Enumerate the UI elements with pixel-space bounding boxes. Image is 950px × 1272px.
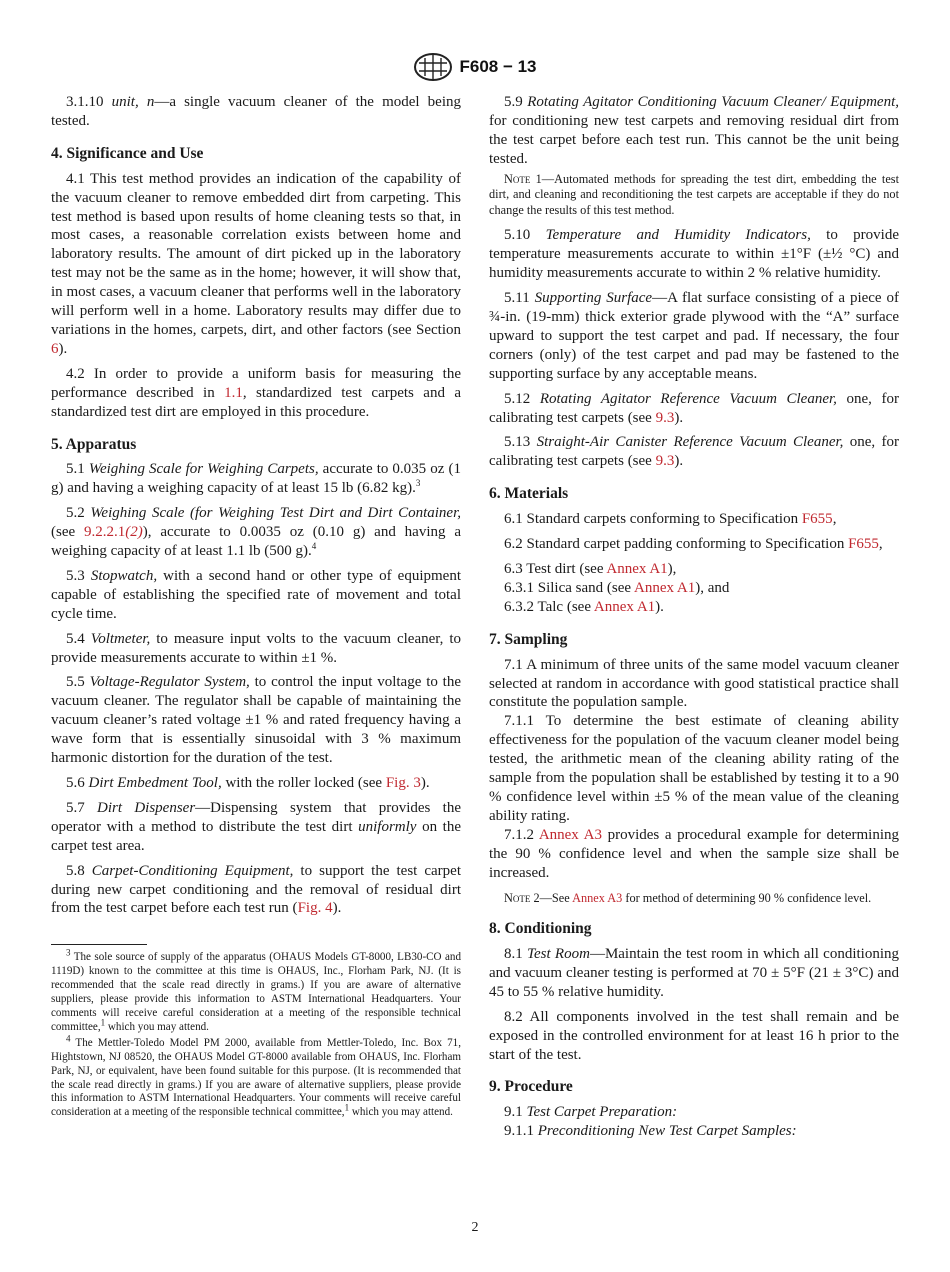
paragraph-3-1-10: 3.1.10 unit, n—a single vacuum cleaner of the model being tested.	[51, 94, 462, 129]
paragraph-7-1-1: 7.1.1 To determine the best estimate of cleaning ability effectiveness for the population of the vacuum cleaner model being tested, the arithmetic mean of the cleaning ability rating of the sample from the population shall be established by testing it to a 90 % confidence level within ±5 % of the mean value of the cleaning ability rating.	[489, 713, 899, 824]
paragraph-6-3-1: 6.3.1 Silica sand (see Annex A1), and	[504, 579, 730, 596]
paragraph-6-3: 6.3 Test dirt (see Annex A1),	[504, 561, 677, 577]
paragraph-4-2: 4.2 In order to provide a uniform basis for measuring the performance described in 1.1, standardized test carpets and a standardized test dirt are employed in this procedure.	[51, 365, 461, 420]
paragraph-9-1-1: 9.1.1 Preconditioning New Test Carpet Samples:	[504, 1123, 797, 1140]
paragraph-8-2: 8.2 All components involved in the test shall remain and be exposed in the controlled environment for at least 16 h prior to the start of the test.	[489, 1008, 899, 1063]
paragraph-5-7: 5.7 Dirt Dispenser—Dispensing system that provides the operator with a method to distribute the test dirt uniformly on the carpet test area.	[51, 799, 461, 854]
section-heading-6: 6. Materials	[489, 485, 569, 503]
link-section-6[interactable]: 6	[51, 340, 59, 357]
page-number: 2	[471, 1220, 479, 1235]
section-heading-9: 9. Procedure	[489, 1078, 573, 1096]
left-column	[51, 93, 461, 1122]
section-heading-7: 7. Sampling	[489, 630, 568, 648]
paragraph-5-9: 5.9 Rotating Agitator Conditioning Vacuum Cleaner/ Equipment, for conditioning new test carpets and removing residual dirt from the test carpet before each test run. This cannot be the unit being tested.	[489, 94, 900, 167]
paragraph-8-1: 8.1 Test Room—Maintain the test room in which all conditioning and vacuum cleaner testing is performed at 70 ± 5°F (21 ± 3°C) and 45 to 55 % relative humidity.	[489, 946, 900, 1000]
paragraph-7-1-2: 7.1.2 Annex A3 provides a procedural example for determining the 90 % confidence level and when the sample size shall be increased.	[489, 826, 899, 881]
paragraph-5-3: 5.3 Stopwatch, with a second hand or other type of equipment capable of establishing the specified rate of movement and total cycle time.	[51, 567, 461, 622]
paragraph-5-8: 5.8 Carpet-Conditioning Equipment, to support the test carpet during new carpet conditioning and the removal of residual dirt from the test carpet before each test run (Fig. 4).	[51, 862, 461, 917]
footnote-3: $^3$ The sole source of supply of the apparatus (OHAUS Models GT-8000, LB30-CO and 1119D) known to the committee at this time is OHAUS, Inc., Florham Park, NJ. (It is recommended that the scale read directly in grams.) If you are aware of alternative suppliers, please provide this information to ASTM International Headquarters. Your comments will receive careful consideration at a meeting of the responsible technical committee,$^1$ which you may attend.	[51, 947, 461, 1033]
astm-logo-icon	[413, 52, 453, 82]
paragraph-5-4: 5.4 Voltmeter, to measure input volts to the vacuum cleaner, to provide measurements accurate to within ±1 %.	[51, 630, 462, 666]
link-9-3[interactable]: 9.3	[655, 409, 675, 426]
paragraph-9-1: 9.1 Test Carpet Preparation:	[504, 1104, 678, 1121]
link-fig-4[interactable]: Fig. 4	[297, 900, 333, 917]
paragraph-5-1: 5.1 Weighing Scale for Weighing Carpets, accurate to 0.035 oz (1 g) and having a weighing capacity of at least 15 lb (6.82 kg).$^3$	[51, 461, 461, 497]
paragraph-5-6: 5.6 Dirt Embedment Tool, with the roller locked (see Fig. 3).	[66, 775, 430, 791]
paragraph-6-2: 6.2 Standard carpet padding conforming to Specification F655,	[504, 536, 883, 553]
link-annex-a1[interactable]: Annex A1	[593, 598, 656, 615]
section-heading-8: 8. Conditioning	[489, 920, 592, 938]
link-fig-3[interactable]: Fig. 3	[385, 775, 421, 791]
note-2: Note 2—See Annex A3 for method of determining 90 % confidence level.	[504, 890, 872, 905]
link-9-2-2-1[interactable]: 9.2.2.1	[84, 524, 126, 541]
paragraph-5-5: 5.5 Voltage-Regulator System, to control the input voltage to the vacuum cleaner. The regulator shall be capable of maintaining the vacuum cleaner’s rated voltage ±1 % and rated frequency having a wave form that is essentially sinusoidal with 3 % maximum harmonic distortion for the duration of the test.	[51, 674, 462, 767]
footnote-ref-3: 3	[415, 478, 421, 489]
paragraph-6-1: 6.1 Standard carpets conforming to Specification F655,	[504, 511, 837, 528]
paragraph-5-12: 5.12 Rotating Agitator Reference Vacuum Cleaner, one, for calibrating test carpets (see 9.3).	[489, 390, 900, 426]
link-annex-a1[interactable]: Annex A1	[633, 579, 696, 596]
link-9-2-2-1-item[interactable]: (2)	[125, 524, 143, 541]
link-9-3[interactable]: 9.3	[655, 453, 675, 470]
link-1-1[interactable]: 1.1	[224, 384, 243, 401]
link-annex-a3[interactable]: Annex A3	[538, 826, 602, 843]
section-heading-4: 4. Significance and Use	[51, 144, 204, 162]
paragraph-5-2: 5.2 Weighing Scale (for Weighing Test Dirt and Dirt Container, (see 9.2.2.1(2)), accurate to 0.0035 oz (0.10 g) and having a weighing capacity of at least 1.1 lb (500 g).$^4$	[51, 505, 462, 560]
paragraph-5-11: 5.11 Supporting Surface—A flat surface consisting of a piece of ¾-in. (19-mm) thick exterior grade plywood with the “A” surface upward to support the test carpet and pad. If necessary, the four corners (only) of the test carpet and pad may be fastened to the supporting surface by any acceptable means.	[489, 290, 900, 382]
paragraph-5-10: 5.10 Temperature and Humidity Indicators, to provide temperature measurements accurate to within ±1°F (±½ °C) and humidity measurements accurate to within 2 % relative humidity.	[489, 227, 899, 282]
paragraph-6-3-2: 6.3.2 Talc (see Annex A1).	[504, 598, 664, 615]
footnote-4: $^4$ The Mettler-Toledo Model PM 2000, available from Mettler-Toledo, Inc. Box 71, Hightstown, NJ 08520, the OHAUS Model GT-8000 available from OHAUS, Inc. Florham Park, NJ, or equivalent, have been found suitable for this purpose. (It is recommended that the scale read directly in grams.) If you are aware of alternative suppliers, please provide this information to ASTM International Headquarters. Your comments will receive careful consideration at a meeting of the responsible technical committee,$^1$ which you may attend.	[51, 1033, 461, 1119]
link-annex-a3[interactable]: Annex A3	[572, 890, 623, 905]
right-column	[489, 93, 899, 1141]
document-designation: F608 − 13	[459, 57, 537, 76]
paragraph-7-1: 7.1 A minimum of three units of the same model vacuum cleaner selected at random in accordance with good statistical practice shall constitute the population sample.	[489, 656, 899, 711]
paragraph-5-13: 5.13 Straight-Air Canister Reference Vacuum Cleaner, one, for calibrating test carpets (see 9.3).	[489, 434, 899, 470]
section-heading-5: 5. Apparatus	[51, 435, 137, 453]
link-f655[interactable]: F655	[801, 511, 833, 528]
link-f655[interactable]: F655	[848, 536, 879, 553]
page-header	[0, 52, 950, 87]
footnote-ref-4: 4	[311, 541, 317, 552]
paragraph-4-1: 4.1 This test method provides an indication of the capability of the vacuum cleaner to remove embedded dirt from carpeting. This test method is based upon results of home cleaning tests so that, in most cases, a reasonable correlation exists between home and laboratory results. The amount of dirt picked up in the laboratory test may not be the same as in the home; however, it will show that, in most cases, a vacuum cleaner that performs well in the laboratory will perform well in a home. Laboratory results may differ due to variations in the homes, carpets, dirt, and other factors (see Section 6).	[51, 170, 461, 357]
footnote-divider	[51, 944, 147, 945]
note-1: Note 1—Automated methods for spreading the test dirt, embedding the test dirt, and cleaning and reconditioning the test carpets are acceptable if they do not change the results of this test method.	[489, 171, 899, 217]
link-annex-a1[interactable]: Annex A1	[606, 561, 668, 577]
